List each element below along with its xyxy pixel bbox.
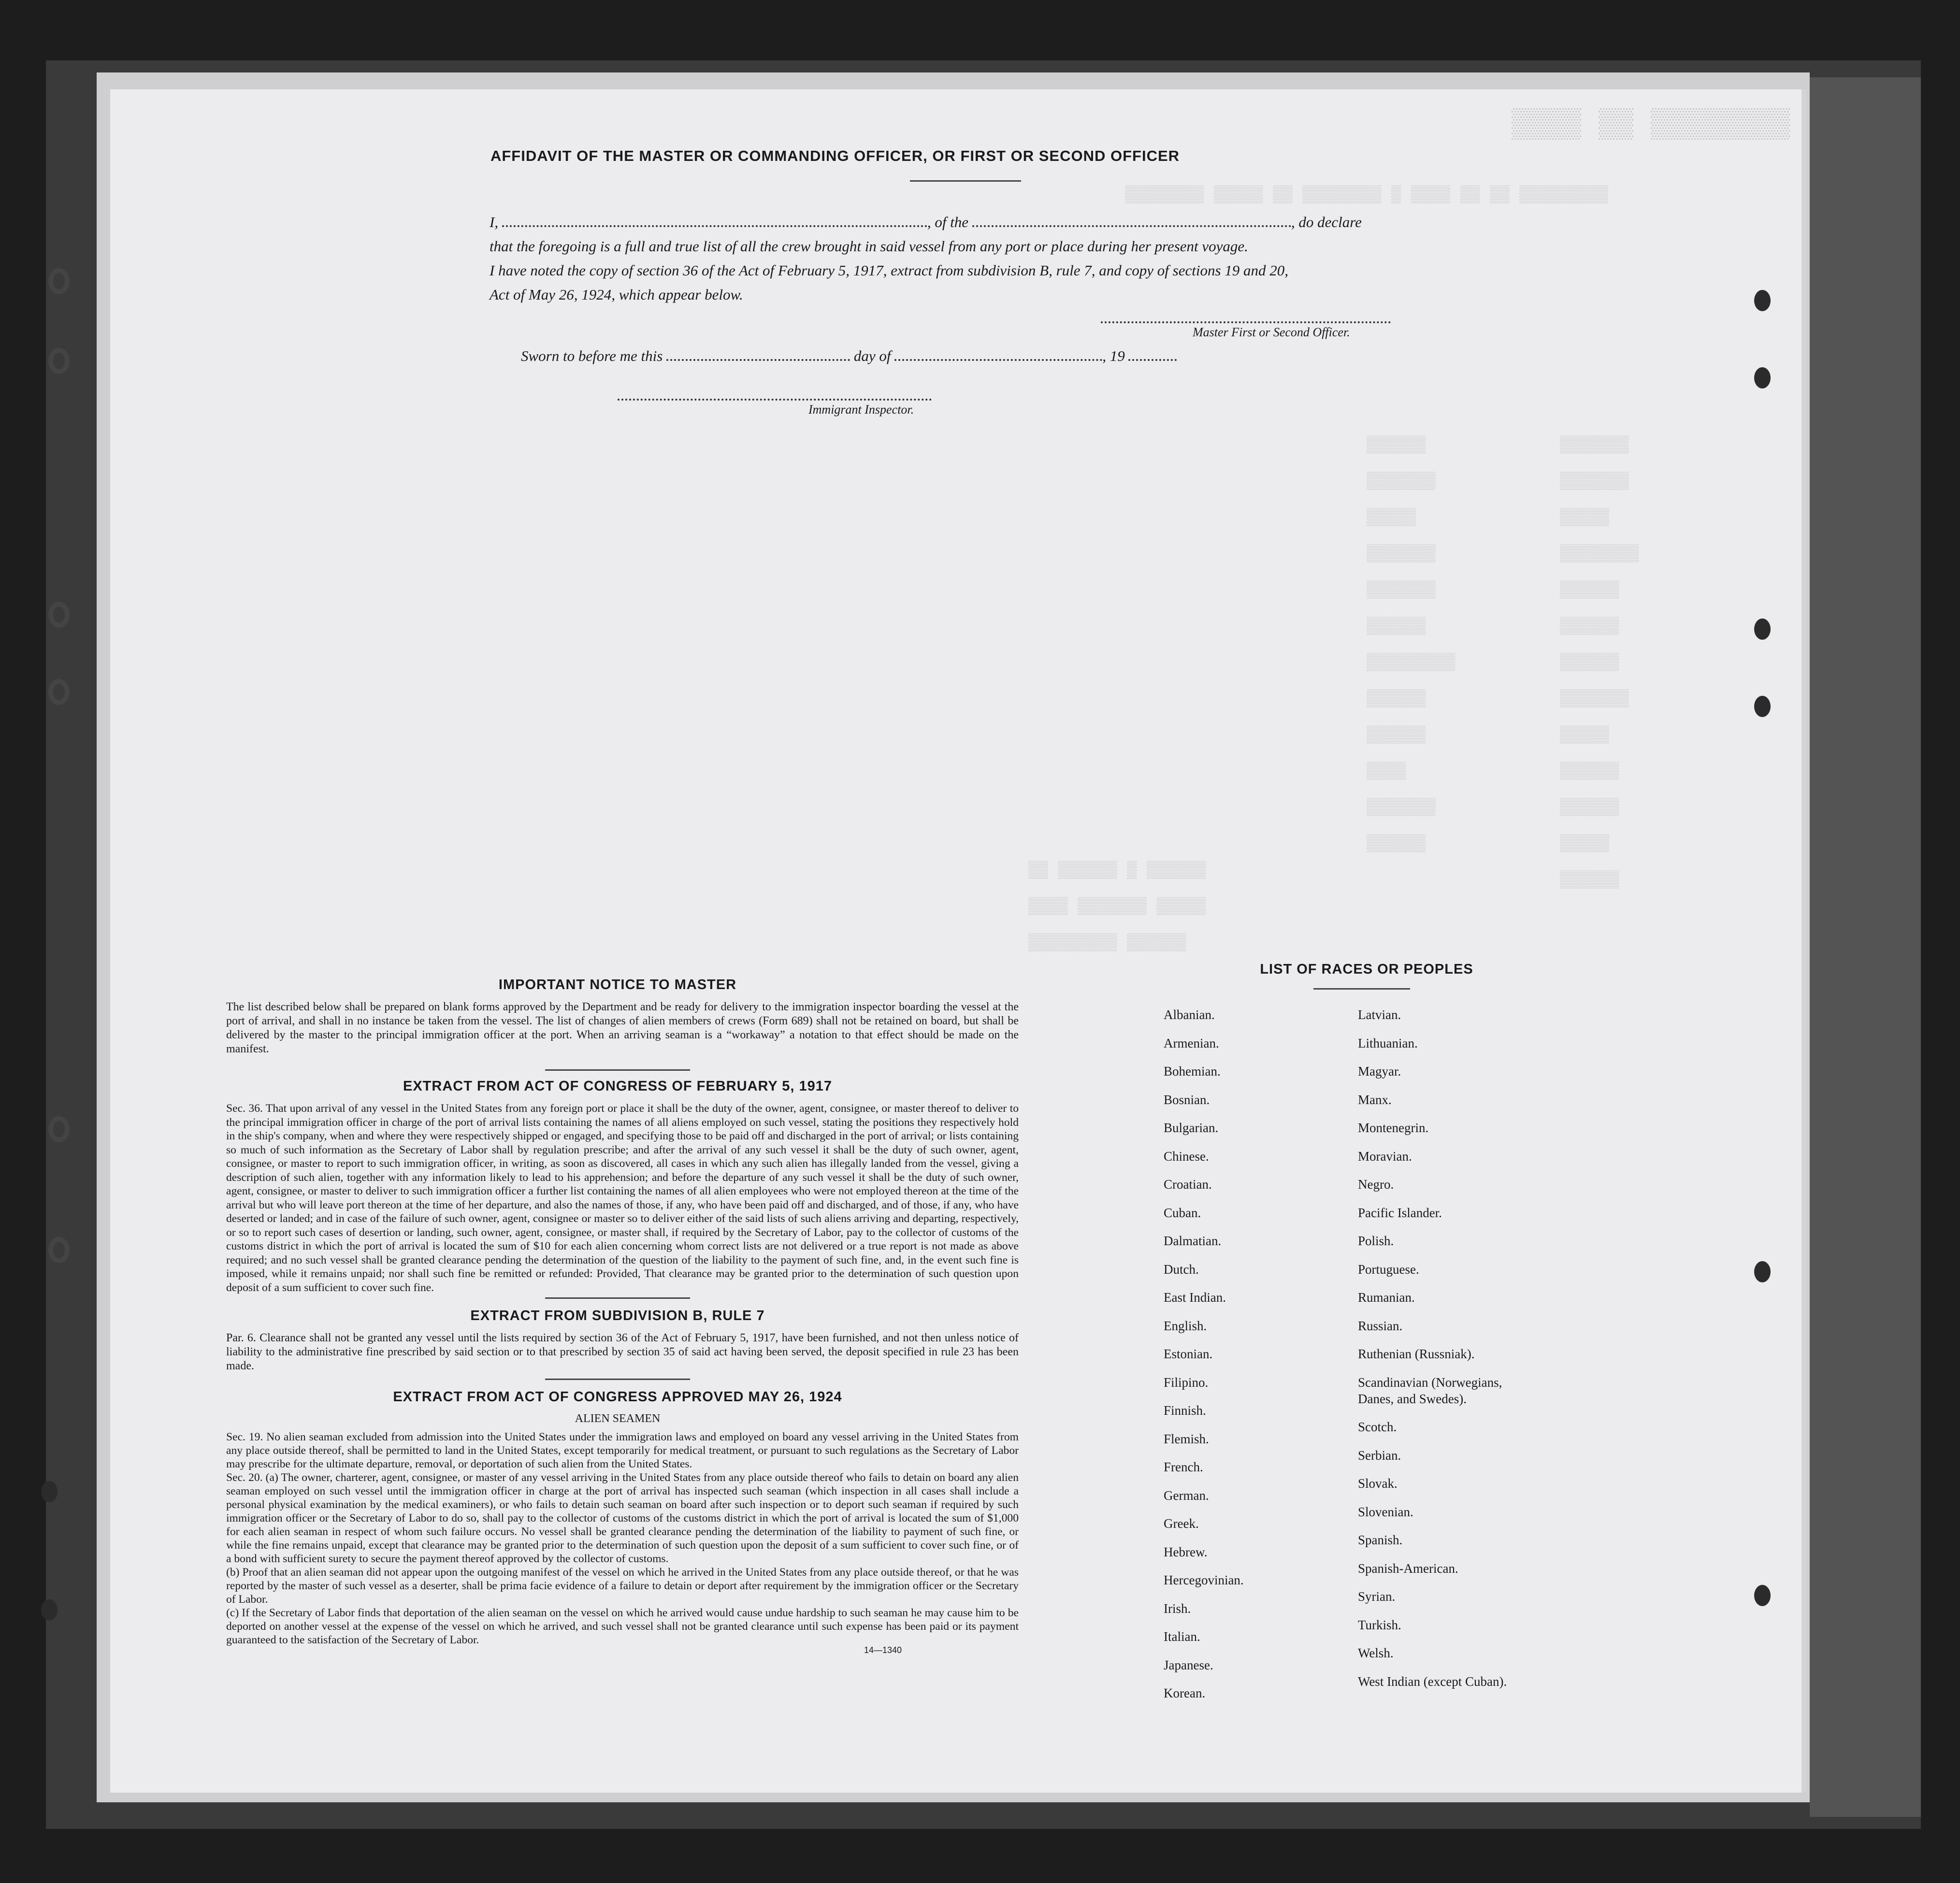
race-item: German. bbox=[1164, 1488, 1209, 1503]
year-label: , 19 bbox=[1102, 347, 1125, 364]
form-number: 14—1340 bbox=[864, 1645, 902, 1655]
extract-1924-title: EXTRACT FROM ACT OF CONGRESS APPROVED MAY 26, 1924 bbox=[393, 1389, 842, 1405]
race-item: Spanish. bbox=[1358, 1533, 1403, 1547]
race-item: Portuguese. bbox=[1358, 1262, 1419, 1277]
vessel-blank[interactable] bbox=[972, 212, 1291, 227]
binder-hole bbox=[48, 1237, 70, 1263]
race-item: Finnish. bbox=[1164, 1403, 1206, 1418]
race-item: Magyar. bbox=[1358, 1064, 1401, 1078]
race-item: Italian. bbox=[1164, 1629, 1200, 1644]
race-item: Bohemian. bbox=[1164, 1064, 1221, 1078]
race-item: Armenian. bbox=[1164, 1035, 1219, 1050]
extract-1917-body: Sec. 36. That upon arrival of any vessel in the United States from any foreign port or place it shall be the duty of the owner, agent, consignee, or master thereof to deliver to the principal immigration officer in charge of the port of arrival lists containing the names of all aliens employed on such vessel, stating the positions they respectively hold in the ship's company, when and where they were respectively shipped or engaged, and specifying those to be paid off and discharged in the port of arrival; or lists containing so much of such information as the Secretary of Labor shall by regulation prescribe; and after the arrival of any such vessel it shall be the duty of such owner, agent, consignee, or master to report to such immigration officer, in writing, as soon as discovered, all cases in which any such alien has illegally landed from the vessel, giving a description of such alien, together with any information likely to lead to his apprehension; and before the departure of any such vessel it shall be the duty of such owner, agent, consignee, or master to deliver to such immigration officer a further list containing the names of all alien employees who were not employed thereon at the time of the arrival but who will leave port thereon at the time of her departure, and also the names of those, if any, who have been paid off and discharged, and of those, if any, who have deserted or landed; and in case of the failure of such owner, agent, consignee or master so to deliver either of the said lists of such aliens arriving and departing, respectively, or so to report such cases of desertion or landing, such owner, agent, consignee, or master shall, if required by the Secretary of Labor, pay to the collector of customs of the customs district in which the port of arrival is located the sum of $10 for each alien concerning whom correct lists are not delivered or a true report is not made as above required; and no such vessel shall be granted clearance pending the determination of the question of the liability to the payment of such fine, and, in the event such fine is imposed, while it remains unpaid; nor shall such fine be remitted or refunded: Provided, That clearance may be granted prior to the determination of such question upon deposit of a sum sufficient to cover such fine. bbox=[226, 1102, 1019, 1294]
manifest-page bbox=[110, 89, 1806, 1793]
inspector-signature-line[interactable] bbox=[618, 399, 932, 401]
race-item: Japanese. bbox=[1164, 1657, 1213, 1672]
race-item: Russian. bbox=[1358, 1318, 1403, 1333]
race-item: Dalmatian. bbox=[1164, 1234, 1222, 1248]
affidavit-declaration bbox=[490, 210, 1553, 307]
races-rule bbox=[1313, 988, 1410, 990]
extract-1917-title: EXTRACT FROM ACT OF CONGRESS OF FEBRUARY 5, 1917 bbox=[403, 1078, 833, 1094]
name-blank[interactable] bbox=[502, 212, 927, 227]
race-item: Dutch. bbox=[1164, 1262, 1199, 1277]
bleed-through: ▒▒▒▒▒▒ ▒▒▒▒▒▒▒ ▒▒▒▒▒ ▒▒▒▒▒▒▒ ▒▒▒▒▒▒▒ ▒▒▒▒▒▒ ▒▒▒▒▒▒▒▒▒ ▒▒▒▒▒▒ ▒▒▒▒▒▒ ▒▒▒▒ ▒▒▒▒▒▒▒ ▒▒▒▒▒▒ bbox=[1367, 436, 1456, 853]
race-item: Scandinavian (Norwegians, bbox=[1358, 1375, 1502, 1390]
sworn-line bbox=[521, 345, 1342, 365]
race-item: Spanish-American. bbox=[1358, 1561, 1458, 1576]
sec-20c: (c) If the Secretary of Labor finds that deportation of the alien seaman on the vessel on which he arrived would cause undue hardship to such seaman he may cause him to be deported on another vessel at the expense of the vessel on which he arrived, and such vessel shall not be granted clearance until such expense has been paid or its payment guaranteed to the satisfaction of the Secretary of Labor. bbox=[226, 1607, 1019, 1646]
sworn-year-blank[interactable] bbox=[1128, 345, 1177, 361]
race-item: Serbian. bbox=[1358, 1448, 1401, 1463]
race-item: English. bbox=[1164, 1318, 1207, 1333]
binder-hole bbox=[48, 1116, 70, 1142]
races-title: LIST OF RACES OR PEOPLES bbox=[1260, 962, 1473, 977]
race-item: Negro. bbox=[1358, 1177, 1394, 1192]
master-signature-line[interactable] bbox=[1101, 321, 1391, 323]
race-item: Irish. bbox=[1164, 1601, 1191, 1616]
bleed-through: ▒▒ ▒▒▒▒▒▒ ▒ ▒▒▒▒▒▒ ▒▒▒▒ ▒▒▒▒▒▒▒ ▒▒▒▒▒ ▒▒▒▒▒▒▒▒▒ ▒▒▒▒▒▒ bbox=[1028, 862, 1206, 952]
binder-hole bbox=[48, 348, 70, 374]
title-rule bbox=[910, 180, 1021, 182]
race-item: East Indian. bbox=[1164, 1290, 1226, 1305]
race-item: Bosnian. bbox=[1164, 1092, 1210, 1107]
race-item: Ruthenian (Russniak). bbox=[1358, 1347, 1475, 1361]
race-item: Albanian. bbox=[1164, 1007, 1215, 1022]
race-item: Syrian. bbox=[1358, 1589, 1396, 1604]
binder-hole bbox=[41, 1481, 58, 1502]
race-item: Estonian. bbox=[1164, 1347, 1213, 1361]
bleed-through: ▒▒▒▒▒▒▒▒ ▒▒▒▒▒ ▒▒ ▒▒▒▒▒▒▒▒ ▒ ▒▒▒▒ ▒▒ ▒▒ ▒▒▒▒▒▒▒▒▒ bbox=[1125, 186, 1608, 204]
race-item: West Indian (except Cuban). bbox=[1358, 1674, 1507, 1689]
do-declare-label: , do declare bbox=[1291, 214, 1362, 230]
race-item: Korean. bbox=[1164, 1686, 1206, 1700]
sec-20b: (b) Proof that an alien seaman did not appear upon the outgoing manifest of the vessel on which he arrived in the United States from any place outside thereof, or that he was reported by the master of such vessel as a deserter, shall be prima facie evidence of a failure to detain or deport after requirement by the immigration officer or the Secretary of Labor. bbox=[226, 1566, 1019, 1606]
declaration-line-1: that the foregoing is a full and true list of all the crew brought in said vessel from any port or place during her present voyage. bbox=[490, 238, 1248, 255]
binder-hole bbox=[1754, 367, 1771, 388]
race-item: Bulgarian. bbox=[1164, 1121, 1219, 1135]
race-item: Welsh. bbox=[1358, 1646, 1394, 1660]
i-label: I, bbox=[490, 214, 499, 230]
race-item: French. bbox=[1164, 1460, 1203, 1474]
race-item: Polish. bbox=[1358, 1234, 1394, 1248]
race-item: Greek. bbox=[1164, 1516, 1199, 1531]
race-item: Chinese. bbox=[1164, 1149, 1209, 1164]
race-item: Cuban. bbox=[1164, 1205, 1201, 1220]
of-the-label: , of the bbox=[927, 214, 969, 230]
rule7-body: Par. 6. Clearance shall not be granted any vessel until the lists required by section 36 of the Act of February 5, 1917, have been furnished, and not then unless notice of liability to the administrative fine prescribed by said section or to that prescribed by section 35 of said act having been served, the deposit specified in rule 23 has been made. bbox=[226, 1332, 1019, 1372]
race-item: Rumanian. bbox=[1358, 1290, 1415, 1305]
binder-hole bbox=[1754, 1261, 1771, 1282]
alien-seamen-subtitle: ALIEN SEAMEN bbox=[575, 1412, 661, 1425]
race-item: Hebrew. bbox=[1164, 1544, 1208, 1559]
race-item: Flemish. bbox=[1164, 1431, 1209, 1446]
sworn-label: Sworn to before me this bbox=[521, 347, 663, 364]
race-item: Filipino. bbox=[1164, 1375, 1209, 1390]
day-of-label: day of bbox=[853, 347, 891, 364]
race-item: Slovenian. bbox=[1358, 1504, 1413, 1519]
rule7-title: EXTRACT FROM SUBDIVISION B, RULE 7 bbox=[470, 1308, 765, 1323]
race-item: Montenegrin. bbox=[1358, 1121, 1429, 1135]
binder-hole bbox=[1754, 618, 1771, 640]
master-signature-label: Master First or Second Officer. bbox=[1193, 325, 1350, 339]
binder-hole bbox=[48, 679, 70, 705]
bleed-through: ▒▒▒▒▒▒▒ ▒▒▒▒▒▒▒ ▒▒▒▒▒ ▒▒▒▒▒▒▒▒ ▒▒▒▒▒▒ ▒▒▒▒▒▒ ▒▒▒▒▒▒ ▒▒▒▒▒▒▒ ▒▒▒▒▒ ▒▒▒▒▒▒ ▒▒▒▒▒▒ ▒▒▒▒▒ ▒▒▒▒▒▒ bbox=[1560, 436, 1639, 890]
race-item: Latvian. bbox=[1358, 1007, 1401, 1022]
race-item: Slovak. bbox=[1358, 1476, 1398, 1491]
notice-body: The list described below shall be prepared on blank forms approved by the Department and be ready for delivery to the immigration inspector boarding the vessel at the port of arrival, and shall in no instance be taken from the vessel. The list of changes of alien members of crews (Form 689) shall not be retained on board, but shall be delivered by the master to the principal immigration officer at the port. When an arriving seaman is a “workaway” a notation to that effect should be made on the manifest. bbox=[226, 1001, 1019, 1055]
section-rule bbox=[545, 1379, 690, 1380]
binder-hole bbox=[48, 268, 70, 294]
race-item: Moravian. bbox=[1358, 1149, 1412, 1164]
binder-hole bbox=[1754, 1585, 1771, 1606]
race-item: Lithuanian. bbox=[1358, 1035, 1418, 1050]
race-item: Pacific Islander. bbox=[1358, 1205, 1442, 1220]
sworn-month-blank[interactable] bbox=[894, 345, 1102, 361]
extract-1924-body bbox=[226, 1430, 1019, 1647]
section-rule bbox=[545, 1297, 690, 1299]
inspector-signature-label: Immigrant Inspector. bbox=[808, 402, 914, 417]
race-item: Manx. bbox=[1358, 1092, 1392, 1107]
folder-edge bbox=[1810, 77, 1921, 1817]
declaration-line-2: I have noted the copy of section 36 of the Act of February 5, 1917, extract from subdivision B, rule 7, and copy of sections 19 and 20, bbox=[490, 262, 1289, 279]
race-item: Hercegovinian. bbox=[1164, 1573, 1244, 1587]
declaration-line-3: Act of May 26, 1924, which appear below. bbox=[490, 286, 743, 303]
binder-hole bbox=[48, 602, 70, 628]
race-item: Turkish. bbox=[1358, 1617, 1401, 1632]
race-item: Danes, and Swedes). bbox=[1358, 1391, 1467, 1406]
bleed-through: ▒▒▒▒ ▒▒ ▒▒▒▒▒▒▒▒ bbox=[1512, 109, 1790, 142]
race-item: Scotch. bbox=[1358, 1420, 1397, 1434]
section-rule bbox=[545, 1069, 690, 1071]
sworn-day-blank[interactable] bbox=[666, 345, 850, 361]
sec-20a: Sec. 20. (a) The owner, charterer, agent, consignee, or master of any vessel arriving in the United States from any place outside thereof who fails to detain on board any alien seaman employed on such vessel until the immigration officer in charge at the port of arrival has inspected such seaman (which inspection in all cases shall include a personal physical examination by the medical examiners), or who fails to detain such seaman on board after such inspection or to deport such seaman if required by such immigration officer or the Secretary of Labor to do so, shall pay to the collector of customs of the customs district in which the port of arrival is located the sum of $1,000 for each alien seaman in respect of whom such failure occurs. No vessel shall be granted clearance pending the determination of the liability to payment of such fine, or while the fine remains unpaid, except that clearance may be granted prior to the determination of such question upon the deposit of a sum sufficient to cover such fine, or of a bond with sufficient surety to secure the payment thereof approved by the collector of customs. bbox=[226, 1471, 1019, 1565]
binder-hole bbox=[1754, 696, 1771, 717]
affidavit-title: AFFIDAVIT OF THE MASTER OR COMMANDING OFFICER, OR FIRST OR SECOND OFFICER bbox=[490, 147, 1180, 164]
race-item: Croatian. bbox=[1164, 1177, 1212, 1192]
sec-19: Sec. 19. No alien seaman excluded from admission into the United States under the immigration laws and employed on board any vessel arriving in the United States from any place outside thereof, shall be permitted to land in the United States, except temporarily for medical treatment, or pursuant to such regulations as the Secretary of Labor may prescribe for the ultimate departure, removal, or deportation of such alien from the United States. bbox=[226, 1431, 1019, 1470]
binder-hole bbox=[41, 1599, 58, 1621]
binder-hole bbox=[1754, 290, 1771, 311]
notice-title: IMPORTANT NOTICE TO MASTER bbox=[498, 977, 737, 992]
